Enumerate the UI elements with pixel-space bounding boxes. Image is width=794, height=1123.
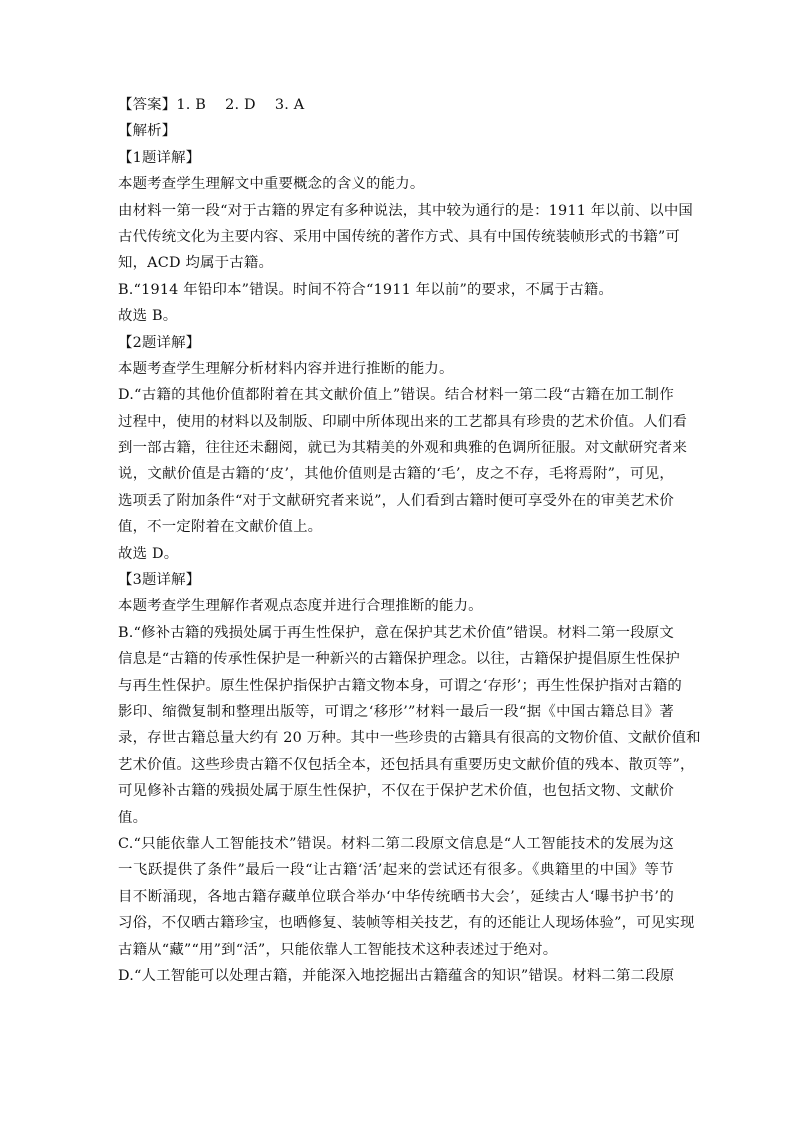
text-line: 本题考查学生理解文中重要概念的含义的能力。 xyxy=(118,176,425,193)
text-line: 故选 B。 xyxy=(118,308,178,325)
text-line: 习俗，不仅晒古籍珍宝，也晒修复、装帧等相关技艺，有的还能让人现场体验”，可见实现 xyxy=(118,915,695,932)
text-line: 古代传统文化为主要内容、采用中国传统的著作方式、具有中国传统装帧形式的书籍”可 xyxy=(118,228,681,245)
answer-explanation-text xyxy=(118,92,701,989)
text-line: 目不断涌现，各地古籍存藏单位联合举办‘中华传统晒书大会’，延续古人‘曝书护书’的 xyxy=(118,888,674,905)
text-line: 值，不一定附着在文献价值上。 xyxy=(118,519,323,536)
text-line: 一飞跃提供了条件”最后一段“让古籍‘活’起来的尝试还有很多。《典籍里的中国》等节 xyxy=(118,862,674,879)
text-line: 古籍从“藏”“用”到“活”，只能依靠人工智能技术这种表述过于绝对。 xyxy=(118,941,558,958)
text-line: 【1题详解】 xyxy=(118,149,201,166)
text-line: 【3题详解】 xyxy=(118,572,201,589)
text-line: D.“人工智能可以处理古籍，并能深入地挖掘出古籍蕴含的知识”错误。材料二第二段原 xyxy=(118,967,675,984)
text-line: 可见修补古籍的残损处属于原生性保护，不仅在于保护艺术价值，也包括文物、文献价 xyxy=(118,783,674,800)
text-line: 与再生性保护。原生性保护指保护古籍文物本身，可谓之‘存形’；再生性保护指对古籍的 xyxy=(118,677,682,694)
text-line: 知，ACD 均属于古籍。 xyxy=(118,255,274,272)
text-line: B.“1914 年铅印本”错误。时间不符合“1911 年以前”的要求，不属于古籍。 xyxy=(118,281,613,298)
text-line: 本题考查学生理解分析材料内容并进行推断的能力。 xyxy=(118,360,454,377)
text-line: 由材料一第一段“对于古籍的界定有多种说法，其中较为通行的是：1911 年以前、以中国 xyxy=(118,202,694,219)
text-line: 本题考查学生理解作者观点态度并进行合理推断的能力。 xyxy=(118,598,483,615)
text-line: 【2题详解】 xyxy=(118,334,201,351)
text-line: 到一部古籍，往往还未翻阅，就已为其精美的外观和典雅的色调所征服。对文献研究者来 xyxy=(118,440,688,457)
text-line: 艺术价值。这些珍贵古籍不仅包括全本，还包括具有重要历史文献价值的残本、散页等”， xyxy=(118,756,695,773)
text-line: B.“修补古籍的残损处属于再生性保护，意在保护其艺术价值”错误。材料二第一段原文 xyxy=(118,624,674,641)
text-line: 值。 xyxy=(118,809,148,826)
text-line: 故选 D。 xyxy=(118,545,179,562)
text-line: 过程中，使用的材料以及制版、印刷中所体现出来的工艺都具有珍贵的艺术价值。人们看 xyxy=(118,413,688,430)
text-line: 选项丢了附加条件“对于文献研究者来说”，人们看到古籍时便可享受外在的审美艺术价 xyxy=(118,492,674,509)
text-line: D.“古籍的其他价值都附着在其文献价值上”错误。结合材料一第二段“古籍在加工制作 xyxy=(118,387,674,404)
text-line: 影印、缩微复制和整理出版等，可谓之‘移形’”材料一最后一段“据《中国古籍总目》著 xyxy=(118,703,674,720)
text-line: 【答案】1. B 2. D 3. A xyxy=(118,97,305,113)
text-line: 【解析】 xyxy=(118,123,177,140)
text-line: C.“只能依靠人工智能技术”错误。材料二第二段原文信息是“人工智能技术的发展为这 xyxy=(118,835,674,852)
text-line: 录，存世古籍总量大约有 20 万种。其中一些珍贵的古籍具有很高的文物价值、文献价值和 xyxy=(118,730,701,747)
text-line: 信息是“古籍的传承性保护是一种新兴的古籍保护理念。以往，古籍保护提倡原生性保护 xyxy=(118,651,681,668)
text-line: 说，文献价值是古籍的‘皮’，其他价值则是古籍的‘毛’，皮之不存，毛将焉附”，可见， xyxy=(118,466,674,483)
